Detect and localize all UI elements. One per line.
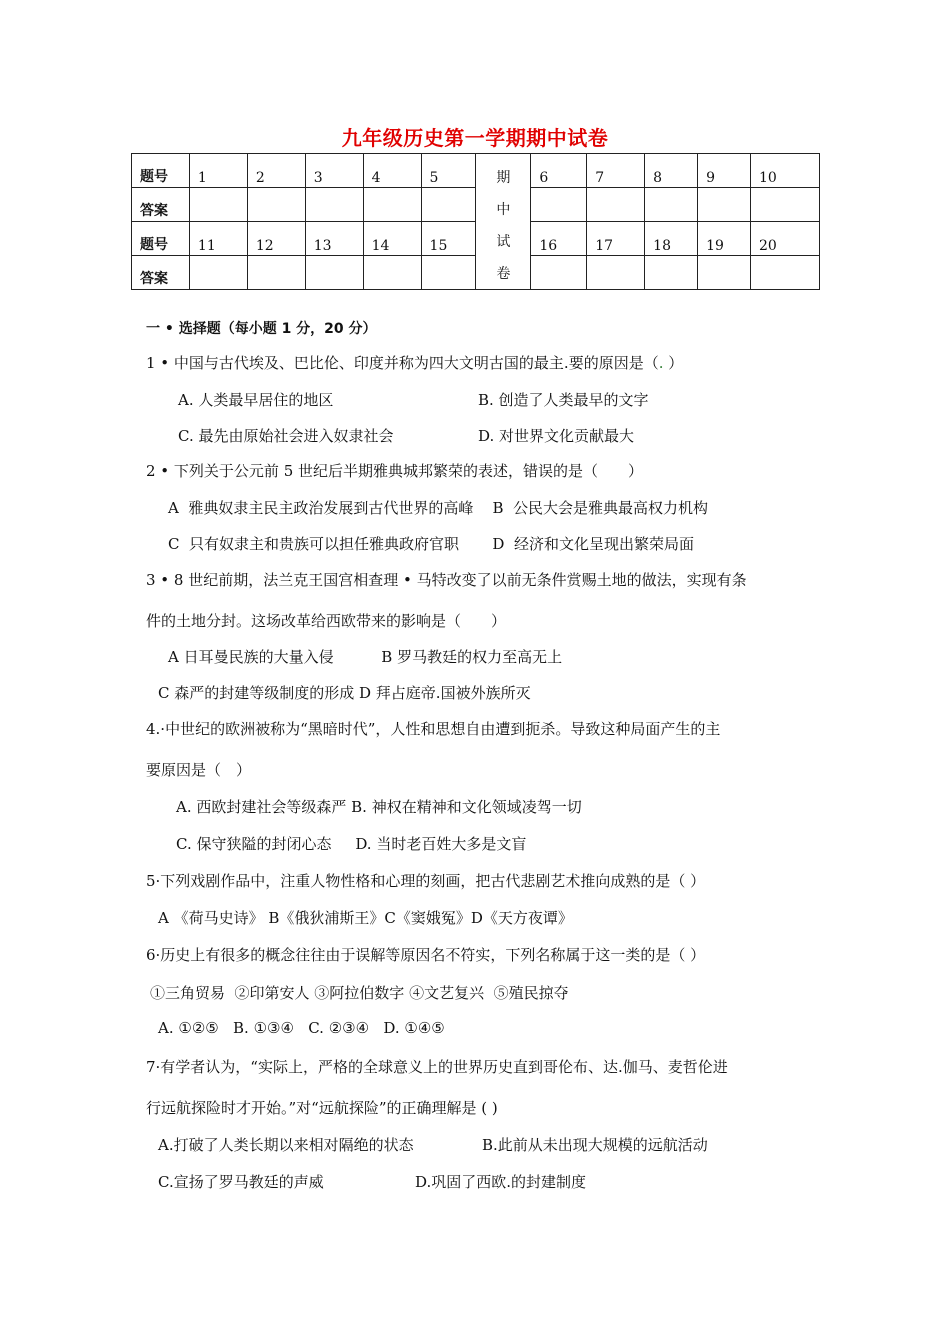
row-label: 题号 xyxy=(132,222,190,256)
middle-char: 期 xyxy=(496,170,511,186)
question-number: 6 xyxy=(531,154,587,188)
answer-cell[interactable] xyxy=(363,188,421,222)
question-1-option-a: A. 人类最早居住的地区 xyxy=(178,391,334,409)
question-4-options-cd: C. 保守狭隘的封闭心态 D. 当时老百姓大多是文盲 xyxy=(176,835,527,853)
answer-cell[interactable] xyxy=(531,256,587,290)
middle-char: 中 xyxy=(496,202,511,218)
question-number: 5 xyxy=(421,154,476,188)
question-number: 7 xyxy=(587,154,645,188)
question-number: 3 xyxy=(305,154,363,188)
question-number: 14 xyxy=(363,222,421,256)
answer-cell[interactable] xyxy=(305,188,363,222)
answer-cell[interactable] xyxy=(531,188,587,222)
question-7-option-b: B.此前从未出现大规模的远航活动 xyxy=(482,1136,708,1154)
question-3-options-cd: C 森严的封建等级制度的形成 D 拜占庭帝.国被外族所灭 xyxy=(158,684,531,702)
answer-cell[interactable] xyxy=(421,256,476,290)
answer-cell[interactable] xyxy=(751,188,820,222)
question-7-option-d: D.巩固了西欧.的封建制度 xyxy=(415,1173,587,1191)
question-number: 15 xyxy=(421,222,476,256)
table-row xyxy=(132,154,820,188)
question-number: 4 xyxy=(363,154,421,188)
answer-cell[interactable] xyxy=(698,256,751,290)
row-label: 答案 xyxy=(132,188,190,222)
question-number: 12 xyxy=(247,222,305,256)
answer-cell[interactable] xyxy=(698,188,751,222)
question-number: 19 xyxy=(698,222,751,256)
answer-cell[interactable] xyxy=(587,188,645,222)
question-number: 13 xyxy=(305,222,363,256)
question-2-stem: 2 • 下列关于公元前 5 世纪后半期雅典城邦繁荣的表述，错误的是（ ） xyxy=(146,462,644,480)
answer-cell[interactable] xyxy=(645,256,698,290)
middle-char: 试 xyxy=(496,234,511,250)
question-4-options-ab: A. 西欧封建社会等级森严 B. 神权在精神和文化领域凌驾一切 xyxy=(176,798,582,816)
question-1-option-c: C. 最先由原始社会进入奴隶社会 xyxy=(178,427,394,445)
answer-cell[interactable] xyxy=(189,188,247,222)
answer-cell[interactable] xyxy=(189,256,247,290)
question-7-option-c: C.宣扬了罗马教廷的声威 xyxy=(158,1173,324,1191)
answer-cell[interactable] xyxy=(247,256,305,290)
middle-char: 卷 xyxy=(496,266,511,282)
question-number: 9 xyxy=(698,154,751,188)
question-6-stem: 6·历史上有很多的概念往往由于误解等原因名不符实，下列名称属于这一类的是（ ） xyxy=(146,946,706,964)
answer-cell[interactable] xyxy=(363,256,421,290)
question-number: 10 xyxy=(751,154,820,188)
question-3-stem-line1: 3 • 8 世纪前期，法兰克王国宫相查理 • 马特改变了以前无条件赏赐土地的做法，实现有条 xyxy=(146,571,747,589)
question-5-options: A 《荷马史诗》 B《俄狄浦斯王》C《窦娥冤》D《天方夜谭》 xyxy=(158,909,573,927)
question-5-stem: 5·下列戏剧作品中，注重人物性格和心理的刻画，把古代悲剧艺术推向成熟的是（ ） xyxy=(146,872,706,890)
question-number: 2 xyxy=(247,154,305,188)
question-7-stem-line1: 7·有学者认为，“实际上，严格的全球意义上的世界历史直到哥伦布、达.伽马、麦哲伦进 xyxy=(146,1058,728,1076)
answer-cell[interactable] xyxy=(247,188,305,222)
question-1-text: 1 • 中国与古代埃及、巴比伦、印度并称为四大文明古国的最主.要的原因是（ xyxy=(146,354,659,372)
question-1-end: ） xyxy=(663,354,684,372)
section-heading: 一 • 选择题（每小题 1 分，20 分） xyxy=(146,321,377,337)
exam-title: 九年级历史第一学期期中试卷 xyxy=(341,126,609,150)
question-7-option-a: A.打破了人类长期以来相对隔绝的状态 xyxy=(158,1136,414,1154)
question-3-options-ab: A 日耳曼民族的大量入侵 B 罗马教廷的权力至高无上 xyxy=(168,648,563,666)
question-number: 1 xyxy=(189,154,247,188)
question-6-options: A. ①②⑤ B. ①③④ C. ②③④ D. ①④⑤ xyxy=(158,1019,445,1037)
answer-cell[interactable] xyxy=(751,256,820,290)
question-1-option-b: B. 创造了人类最早的文字 xyxy=(478,391,649,409)
answer-cell[interactable] xyxy=(421,188,476,222)
question-1-option-d: D. 对世界文化贡献最大 xyxy=(478,427,635,445)
question-number: 17 xyxy=(587,222,645,256)
question-7-stem-line2: 行远航探险时才开始。”对“远航探险”的正确理解是 ( ) xyxy=(146,1099,498,1117)
question-number: 18 xyxy=(645,222,698,256)
middle-label xyxy=(476,154,531,290)
answer-cell[interactable] xyxy=(305,256,363,290)
question-2-options-ab: A 雅典奴隶主民主政治发展到古代世界的高峰 B 公民大会是雅典最高权力机构 xyxy=(168,499,709,517)
answer-cell[interactable] xyxy=(645,188,698,222)
question-1-stem xyxy=(146,352,683,373)
question-1-mark: . xyxy=(658,354,664,372)
row-label: 题号 xyxy=(132,154,190,188)
question-2-options-cd: C 只有奴隶主和贵族可以担任雅典政府官职 D 经济和文化呈现出繁荣局面 xyxy=(168,535,694,553)
question-6-items: ①三角贸易 ②印第安人 ③阿拉伯数字 ④文艺复兴 ⑤殖民掠夺 xyxy=(150,984,569,1002)
answer-grid xyxy=(131,153,820,290)
question-number: 11 xyxy=(189,222,247,256)
answer-cell[interactable] xyxy=(587,256,645,290)
question-number: 8 xyxy=(645,154,698,188)
row-label: 答案 xyxy=(132,256,190,290)
question-number: 16 xyxy=(531,222,587,256)
question-4-stem-line2: 要原因是（ ） xyxy=(146,761,252,779)
question-number: 20 xyxy=(751,222,820,256)
question-3-stem-line2: 件的土地分封。这场改革给西欧带来的影响是（ ） xyxy=(146,612,507,630)
question-4-stem-line1: 4.·中世纪的欧洲被称为“黑暗时代”，人性和思想自由遭到扼杀。导致这种局面产生的主 xyxy=(146,720,721,738)
